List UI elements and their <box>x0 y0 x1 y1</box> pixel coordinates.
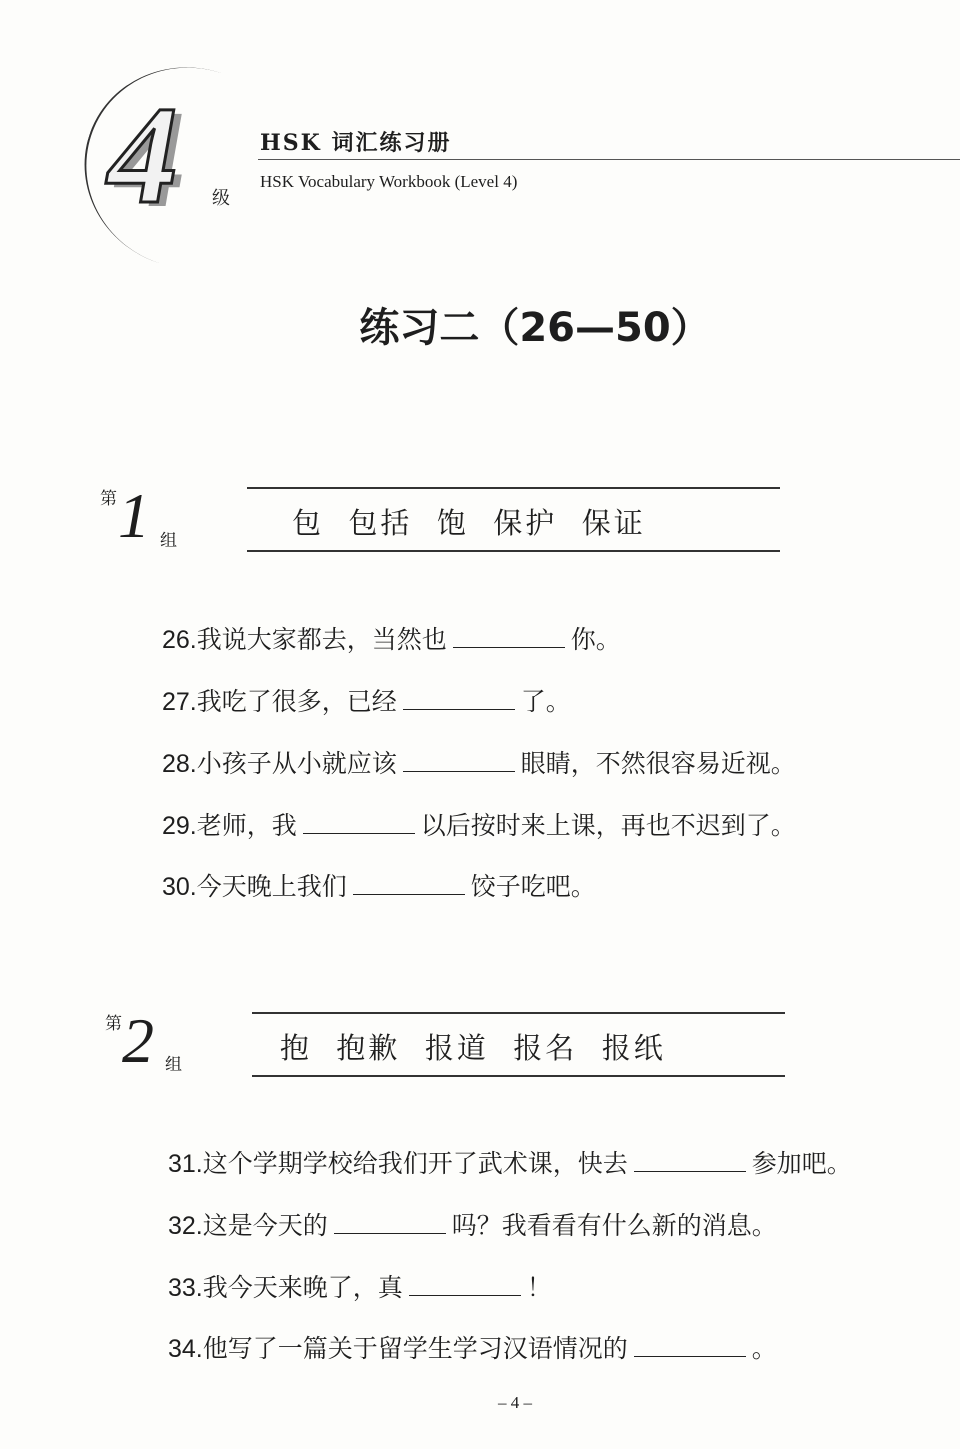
question <box>168 1268 552 1304</box>
question-text-end: 。 <box>751 1334 777 1363</box>
group-suffix: 组 <box>160 531 177 551</box>
question <box>162 620 621 656</box>
question-text: 我今天来晚了，真 <box>202 1273 403 1302</box>
book-title-cn: HSK 词汇练习册 <box>260 130 452 156</box>
answer-blank[interactable] <box>453 625 565 648</box>
question-number: 32. <box>168 1212 203 1240</box>
question-number: 34. <box>168 1335 203 1363</box>
question-number: 28. <box>162 750 197 778</box>
word-box-top-rule <box>247 487 780 489</box>
question <box>162 867 596 903</box>
answer-blank[interactable] <box>634 1149 746 1172</box>
header-divider <box>258 159 960 160</box>
group-prefix: 第 <box>100 489 117 509</box>
logo-arc <box>58 40 321 296</box>
answer-blank[interactable] <box>403 749 515 772</box>
question-text: 今天晚上我们 <box>196 872 347 901</box>
question-number: 27. <box>162 688 197 716</box>
question-text-end: 眼睛，不然很容易近视。 <box>520 749 796 778</box>
question-text: 我说大家都去，当然也 <box>196 625 447 654</box>
question-text: 他写了一篇关于留学生学习汉语情况的 <box>202 1334 628 1363</box>
answer-blank[interactable] <box>409 1273 521 1296</box>
level-logo: 4 <box>108 78 178 233</box>
group-prefix: 第 <box>105 1014 122 1034</box>
word-bank: 抱 抱歉 报道 报名 报纸 <box>280 1031 666 1065</box>
answer-blank[interactable] <box>634 1334 746 1357</box>
question-text: 这个学期学校给我们开了武术课，快去 <box>202 1149 628 1178</box>
exercise-title: 练习二（26—50） <box>359 305 711 351</box>
question <box>162 682 571 718</box>
word-box-bottom-rule <box>252 1075 785 1077</box>
question-text-end: 你。 <box>570 625 621 654</box>
question-text: 老师，我 <box>196 811 297 840</box>
question-text-end: 以后按时来上课，再也不迟到了。 <box>420 811 796 840</box>
answer-blank[interactable] <box>403 687 515 710</box>
question-text: 小孩子从小就应该 <box>196 749 397 778</box>
question <box>168 1144 852 1180</box>
group-number: 1 <box>118 480 150 551</box>
question <box>162 806 796 842</box>
level-logo-label: 级 <box>212 188 230 209</box>
question-text-end: 了。 <box>520 687 571 716</box>
group-number: 2 <box>122 1005 154 1076</box>
group-suffix: 组 <box>165 1055 182 1075</box>
question-text-end: ！ <box>526 1273 552 1302</box>
question <box>168 1329 777 1365</box>
word-bank: 包 包括 饱 保护 保证 <box>292 506 646 540</box>
question-number: 33. <box>168 1274 203 1302</box>
question-text: 我吃了很多，已经 <box>196 687 397 716</box>
answer-blank[interactable] <box>334 1211 446 1234</box>
question-text-end: 吗？我看看有什么新的消息。 <box>451 1211 777 1240</box>
question <box>162 744 796 780</box>
question-number: 26. <box>162 626 197 654</box>
word-box-bottom-rule <box>247 550 780 552</box>
question-number: 29. <box>162 812 197 840</box>
question-number: 30. <box>162 873 197 901</box>
answer-blank[interactable] <box>303 811 415 834</box>
page-number: – 4 – <box>498 1393 532 1412</box>
question-number: 31. <box>168 1150 203 1178</box>
word-box-top-rule <box>252 1012 785 1014</box>
question-text-end: 饺子吃吧。 <box>470 872 596 901</box>
question-text-end: 参加吧。 <box>751 1149 852 1178</box>
question-text: 这是今天的 <box>202 1211 328 1240</box>
question <box>168 1206 777 1242</box>
answer-blank[interactable] <box>353 872 465 895</box>
book-title-en: HSK Vocabulary Workbook (Level 4) <box>260 172 518 191</box>
